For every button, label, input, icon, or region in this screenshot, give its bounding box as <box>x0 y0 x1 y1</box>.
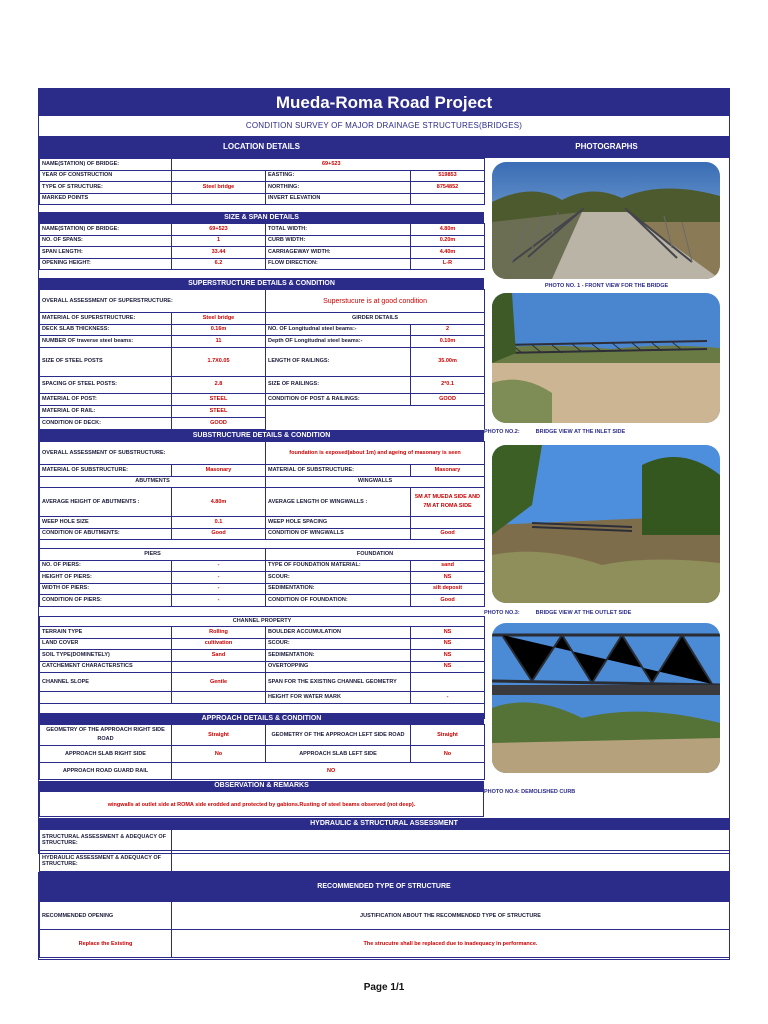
value-cell: - <box>411 692 485 704</box>
label-cell: SPACING OF STEEL POSTS: <box>40 376 172 393</box>
table-row <box>40 830 730 851</box>
label-cell: NORTHING: <box>266 182 411 194</box>
value-cell: Steel bridge <box>172 313 266 325</box>
photographs-header: PHOTOGRAPHS <box>484 136 729 158</box>
empty-cell <box>266 405 485 429</box>
superstructure-table <box>39 289 485 430</box>
survey-sheet <box>38 88 730 867</box>
value-cell: No <box>172 746 266 763</box>
abutments-header: ABUTMENTS <box>40 476 266 488</box>
value-cell: Good <box>172 528 266 540</box>
photo-4 <box>492 623 720 773</box>
label-cell: TOTAL WIDTH: <box>266 224 411 236</box>
overall-super-label: OVERALL ASSESSMENT OF SUPERSTRUCTURE: <box>40 290 266 313</box>
table-row <box>40 290 485 313</box>
table-row <box>40 405 485 417</box>
value-cell: 69+523 <box>172 224 266 236</box>
table-row <box>40 170 485 182</box>
value-cell: NS <box>411 661 485 673</box>
table-row <box>40 617 485 627</box>
label-cell: MATERIAL OF SUBSTRUCTURE: <box>266 465 411 477</box>
label-cell: CHANNEL SLOPE <box>40 673 172 692</box>
label-cell: BOULDER ACCUMULATION <box>266 627 411 639</box>
label-cell: CONDITION OF ABUTMENTS: <box>40 528 172 540</box>
table-row <box>40 650 485 662</box>
wingwalls-header: WINGWALLS <box>266 476 485 488</box>
guard-rail-value: NO <box>172 763 485 780</box>
label-cell: GEOMETRY OF THE APPROACH LEFT SIDE ROAD <box>266 725 411 746</box>
guard-rail-label: APPROACH ROAD GUARD RAIL <box>40 763 172 780</box>
table-row <box>40 476 485 488</box>
size-span-table <box>39 223 485 270</box>
label-cell: APPROACH SLAB RIGHT SIDE <box>40 746 172 763</box>
value-cell: No <box>411 746 485 763</box>
value-cell: 35.00m <box>411 347 485 376</box>
substructure-table <box>39 441 485 607</box>
table-row <box>40 930 730 958</box>
observation-header: OBSERVATION & REMARKS <box>39 781 484 791</box>
label-cell: APPROACH SLAB LEFT SIDE <box>266 746 411 763</box>
table-row <box>40 572 485 584</box>
piers-header: PIERS <box>40 549 266 561</box>
table-row <box>40 595 485 607</box>
value-cell <box>172 692 266 704</box>
value-cell: NS <box>411 638 485 650</box>
value-cell <box>172 661 266 673</box>
justification-label: JUSTIFICATION ABOUT THE RECOMMENDED TYPE OF STRUCTURE <box>172 902 730 930</box>
value-cell: - <box>172 583 266 595</box>
hydraulic-label: HYDRAULIC ASSESSMENT & ADEQUACY OF STRUCTURE: <box>40 851 172 872</box>
value-cell: 2 <box>411 324 485 336</box>
label-cell: SIZE OF STEEL POSTS <box>40 347 172 376</box>
table-row <box>40 159 485 171</box>
label-cell: SEDIMENTATION: <box>266 583 411 595</box>
value-cell: Steel bridge <box>172 182 266 194</box>
table-row <box>40 247 485 259</box>
photo-3-caption <box>484 610 729 616</box>
value-cell: NS <box>411 572 485 584</box>
label-cell: CONDITION OF WINGWALLS <box>266 528 411 540</box>
table-row <box>40 692 485 704</box>
value-cell <box>172 170 266 182</box>
table-row <box>40 258 485 270</box>
label-cell: EASTING: <box>266 170 411 182</box>
value-cell: Sand <box>172 650 266 662</box>
label-cell: SEDIMENTATION: <box>266 650 411 662</box>
value-cell: Good <box>411 595 485 607</box>
recommended-header: RECOMMENDED TYPE OF STRUCTURE <box>39 873 729 901</box>
table-row <box>40 902 730 930</box>
value-cell: 0.1 <box>172 517 266 529</box>
table-row <box>40 224 485 236</box>
label-cell: HEIGHT FOR WATER MARK <box>266 692 411 704</box>
value-cell: GOOD <box>411 393 485 405</box>
label-cell: SPAN LENGTH: <box>40 247 172 259</box>
value-cell: STEEL <box>172 405 266 417</box>
label-cell: FLOW DIRECTION: <box>266 258 411 270</box>
table-row <box>40 725 485 746</box>
table-row <box>40 673 485 692</box>
label-cell: WIDTH OF PIERS: <box>40 583 172 595</box>
value-cell: sand <box>411 560 485 572</box>
approach-header: APPROACH DETAILS & CONDITION <box>39 713 484 724</box>
label-cell: SOIL TYPE(DOMINETELY) <box>40 650 172 662</box>
label-cell: LENGTH OF RAILINGS: <box>266 347 411 376</box>
label-cell: CONDITION OF FOUNDATION: <box>266 595 411 607</box>
table-row <box>40 763 485 780</box>
value-cell: 6.2 <box>172 258 266 270</box>
table-row <box>40 746 485 763</box>
photo-1 <box>492 162 720 279</box>
label-cell: MATERIAL OF SUBSTRUCTURE: <box>40 465 172 477</box>
value-cell: Good <box>411 528 485 540</box>
label-cell: WEEP HOLE SPACING <box>266 517 411 529</box>
label-cell: NAME(STATION) OF BRIDGE: <box>40 159 172 171</box>
table-row <box>40 347 485 376</box>
table-row <box>40 313 485 325</box>
value-cell: 2.8 <box>172 376 266 393</box>
value-cell: 0.16m <box>172 324 266 336</box>
label-cell: OVERTOPPING <box>266 661 411 673</box>
value-cell: cultivation <box>172 638 266 650</box>
table-row <box>40 336 485 348</box>
value-cell: Gentle <box>172 673 266 692</box>
value-cell: 8754852 <box>411 182 485 194</box>
structural-value <box>172 830 730 851</box>
table-row <box>40 851 730 872</box>
label-cell: YEAR OF CONSTRUCTION <box>40 170 172 182</box>
recommended-section <box>38 872 730 960</box>
label-cell: CONDITION OF POST & RAILINGS: <box>266 393 411 405</box>
survey-subtitle: CONDITION SURVEY OF MAJOR DRAINAGE STRUCTURES(BRIDGES) <box>39 116 729 137</box>
opening-label: RECOMMENDED OPENING <box>40 902 172 930</box>
size-span-header: SIZE & SPAN DETAILS <box>39 212 484 223</box>
photo-3-number: PHOTO NO.3: <box>484 610 520 616</box>
channel-header: CHANNEL PROPERTY <box>40 617 485 627</box>
label-cell: CURB WIDTH: <box>266 235 411 247</box>
value-cell: 11 <box>172 336 266 348</box>
label-cell: INVERT ELEVATION <box>266 193 411 205</box>
approach-table <box>39 724 485 780</box>
photo-2-description: BRIDGE VIEW AT THE INLET SIDE <box>535 429 626 435</box>
value-cell: 1 <box>172 235 266 247</box>
value-cell: 4.80m <box>172 488 266 517</box>
label-cell: SPAN FOR THE EXISTING CHANNEL GEOMETRY <box>266 673 411 692</box>
location-header: LOCATION DETAILS <box>39 136 484 158</box>
value-cell: NS <box>411 650 485 662</box>
photo-4-caption: PHOTO NO.4: DEMOLISHED CURB <box>484 789 576 795</box>
value-cell <box>411 193 485 205</box>
superstructure-header: SUPERSTRUCTURE DETAILS & CONDITION <box>39 278 484 289</box>
value-cell: - <box>172 572 266 584</box>
value-cell: GOOD <box>172 417 266 429</box>
label-cell: NO. OF PIERS: <box>40 560 172 572</box>
value-cell: silt deposit <box>411 583 485 595</box>
foundation-header: FOUNDATION <box>266 549 485 561</box>
label-cell: TYPE OF STRUCTURE: <box>40 182 172 194</box>
label-cell: Depth OF Longitudnal steel beams:- <box>266 336 411 348</box>
table-row <box>40 393 485 405</box>
label-cell: CONDITION OF PIERS: <box>40 595 172 607</box>
label-cell: WEEP HOLE SIZE <box>40 517 172 529</box>
label-cell: HEIGHT OF PIERS: <box>40 572 172 584</box>
label-cell: AVERAGE HEIGHT OF ABUTMENTS : <box>40 488 172 517</box>
value-cell: STEEL <box>172 393 266 405</box>
value-cell: - <box>172 595 266 607</box>
location-table <box>39 158 485 205</box>
hydraulic-value <box>172 851 730 872</box>
table-row <box>40 376 485 393</box>
label-cell <box>40 692 172 704</box>
value-cell: 0.10m <box>411 336 485 348</box>
table-row <box>40 193 485 205</box>
hydraulic-header: HYDRAULIC & STRUCTURAL ASSESSMENT <box>39 818 729 829</box>
label-cell: LAND COVER <box>40 638 172 650</box>
label-cell: NO. OF SPANS: <box>40 235 172 247</box>
value-cell: Straight <box>172 725 266 746</box>
value-cell: 5M AT MUEDA SIDE AND 7M AT ROMA SIDE <box>411 488 485 517</box>
structural-label: STRUCTURAL ASSESSMENT & ADEQUACY OF STRUCTURE: <box>40 830 172 851</box>
table-row <box>40 235 485 247</box>
value-cell: 2*0.1 <box>411 376 485 393</box>
value-cell: Masonary <box>172 465 266 477</box>
value-cell: L-R <box>411 258 485 270</box>
table-row <box>40 549 485 561</box>
value-cell: 69+523 <box>172 159 485 171</box>
table-row <box>40 528 485 540</box>
label-cell: DECK SLAB THICKNESS: <box>40 324 172 336</box>
justification-value: The strucutre shall be replaced due to inadequacy in performance. <box>172 930 730 958</box>
table-row <box>40 560 485 572</box>
label-cell: SCOUR: <box>266 572 411 584</box>
label-cell: NAME(STATION) OF BRIDGE: <box>40 224 172 236</box>
girder-details-header: GIRDER DETAILS <box>266 313 485 325</box>
table-row <box>40 661 485 673</box>
label-cell: MATERIAL OF RAIL: <box>40 405 172 417</box>
overall-sub-value: foundation is exposed(about 1m) and ageing of masonary is seen <box>266 442 485 465</box>
channel-table <box>39 616 485 719</box>
table-row <box>40 517 485 529</box>
table-row <box>40 465 485 477</box>
label-cell: MARKED POINTS <box>40 193 172 205</box>
value-cell: 0.20m <box>411 235 485 247</box>
spacer-cell <box>40 540 485 549</box>
value-cell: 1.7X0.05 <box>172 347 266 376</box>
label-cell: NO. OF Longitudnal steel beams:- <box>266 324 411 336</box>
label-cell: SCOUR: <box>266 638 411 650</box>
observation-text: wingwalls at outlet side at ROMA side erodded and protected by gabions.Rusting of steel beams observed (not deep). <box>39 791 484 817</box>
value-cell <box>172 193 266 205</box>
label-cell: MATERIAL OF POST: <box>40 393 172 405</box>
value-cell: 4.40m <box>411 247 485 259</box>
table-row <box>40 182 485 194</box>
photo-2 <box>492 293 720 423</box>
overall-super-value: Superstucure is at good condition <box>266 290 485 313</box>
table-row <box>40 583 485 595</box>
label-cell: SIZE OF RAILINGS: <box>266 376 411 393</box>
table-row <box>40 324 485 336</box>
label-cell: NUMBER OF traverse steel beams: <box>40 336 172 348</box>
page-title: Mueda-Roma Road Project <box>39 89 729 116</box>
value-cell <box>411 517 485 529</box>
table-row <box>40 627 485 639</box>
table-row <box>40 638 485 650</box>
label-cell: CONDITION OF DECK: <box>40 417 172 429</box>
value-cell: NS <box>411 627 485 639</box>
page-number: Page 1/1 <box>363 982 405 993</box>
value-cell: Masonary <box>411 465 485 477</box>
label-cell: CATCHEMENT CHARACTERSTICS <box>40 661 172 673</box>
hydraulic-table <box>39 829 730 872</box>
photo-1-caption: PHOTO NO. 1 - FRONT VIEW FOR THE BRIDGE <box>544 283 669 289</box>
recommended-table <box>39 901 730 958</box>
value-cell <box>411 673 485 692</box>
value-cell: 4.80m <box>411 224 485 236</box>
photo-2-number: PHOTO NO.2: <box>484 429 520 435</box>
table-row <box>40 488 485 517</box>
substructure-header: SUBSTRUCTURE DETAILS & CONDITION <box>39 430 484 441</box>
value-cell: Rolling <box>172 627 266 639</box>
label-cell: GEOMETRY OF THE APPROACH RIGHT SIDE ROAD <box>40 725 172 746</box>
photo-2-caption <box>484 429 729 435</box>
value-cell: 33.44 <box>172 247 266 259</box>
label-cell: CARRIAGEWAY WIDTH: <box>266 247 411 259</box>
opening-value: Replace the Existing <box>40 930 172 958</box>
label-cell: TERRAIN TYPE <box>40 627 172 639</box>
label-cell: AVERAGE LENGTH OF WINGWALLS : <box>266 488 411 517</box>
table-row <box>40 540 485 549</box>
overall-sub-label: OVERALL ASSESSMENT OF SUBSTRUCTURE: <box>40 442 266 465</box>
photo-3 <box>492 445 720 603</box>
label-cell: MATERIAL OF SUPERSTRUCTURE: <box>40 313 172 325</box>
value-cell: 519853 <box>411 170 485 182</box>
value-cell: - <box>172 560 266 572</box>
label-cell: TYPE OF FOUNDATION MATERIAL: <box>266 560 411 572</box>
table-row <box>40 442 485 465</box>
label-cell: OPENING HEIGHT: <box>40 258 172 270</box>
value-cell: Straight <box>411 725 485 746</box>
photo-3-description: BRIDGE VIEW AT THE OUTLET SIDE <box>535 610 632 616</box>
